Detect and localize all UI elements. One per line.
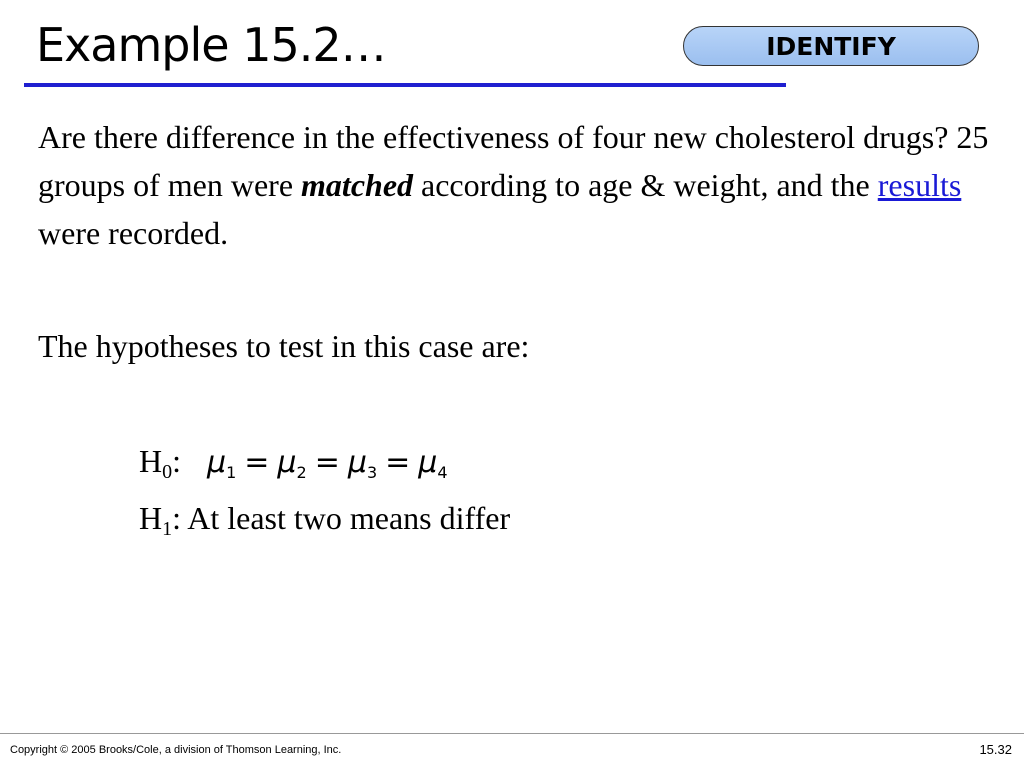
mu-subscript: 4 (437, 463, 448, 482)
statement-emphasis: matched (301, 167, 414, 203)
mu-subscript: 2 (296, 463, 307, 482)
mu-subscript: 3 (366, 463, 378, 482)
h0-label: H (139, 443, 163, 479)
mu-symbol: μ (277, 445, 297, 480)
title-underline (24, 83, 786, 87)
h1-label: H (139, 500, 163, 536)
statement-text-1: Are there difference in the effectiveness of four new cholesterol drugs? 25 groups of men were (38, 119, 989, 203)
problem-statement (38, 113, 998, 257)
h1-text: : At least two means differ (172, 500, 511, 536)
footer-divider (0, 733, 1024, 734)
statement-text-2: according to age & weight, and the (413, 167, 878, 203)
h0-colon: : (172, 443, 181, 479)
mu-subscript: 1 (226, 463, 237, 482)
slide-title: Example 15.2… (36, 18, 386, 72)
h1-subscript: 1 (162, 518, 173, 540)
identify-badge: IDENTIFY (683, 26, 979, 66)
null-hypothesis (139, 437, 448, 497)
results-link[interactable]: results (877, 167, 962, 203)
mu-symbol: μ (418, 445, 438, 480)
alternative-hypothesis (139, 494, 510, 553)
slide-number: 15.32 (979, 742, 1012, 757)
null-hypothesis-equation (207, 445, 448, 480)
copyright-notice: Copyright © 2005 Brooks/Cole, a division of Thomson Learning, Inc. (10, 744, 342, 756)
mu-symbol: μ (347, 445, 367, 480)
equals-sign: = (385, 445, 411, 480)
mu-symbol: μ (207, 445, 227, 480)
equals-sign: = (314, 445, 340, 480)
statement-text-3: were recorded. (38, 215, 229, 251)
h0-subscript: 0 (162, 461, 173, 483)
equals-sign: = (244, 445, 270, 480)
hypotheses-intro: The hypotheses to test in this case are: (38, 328, 530, 364)
